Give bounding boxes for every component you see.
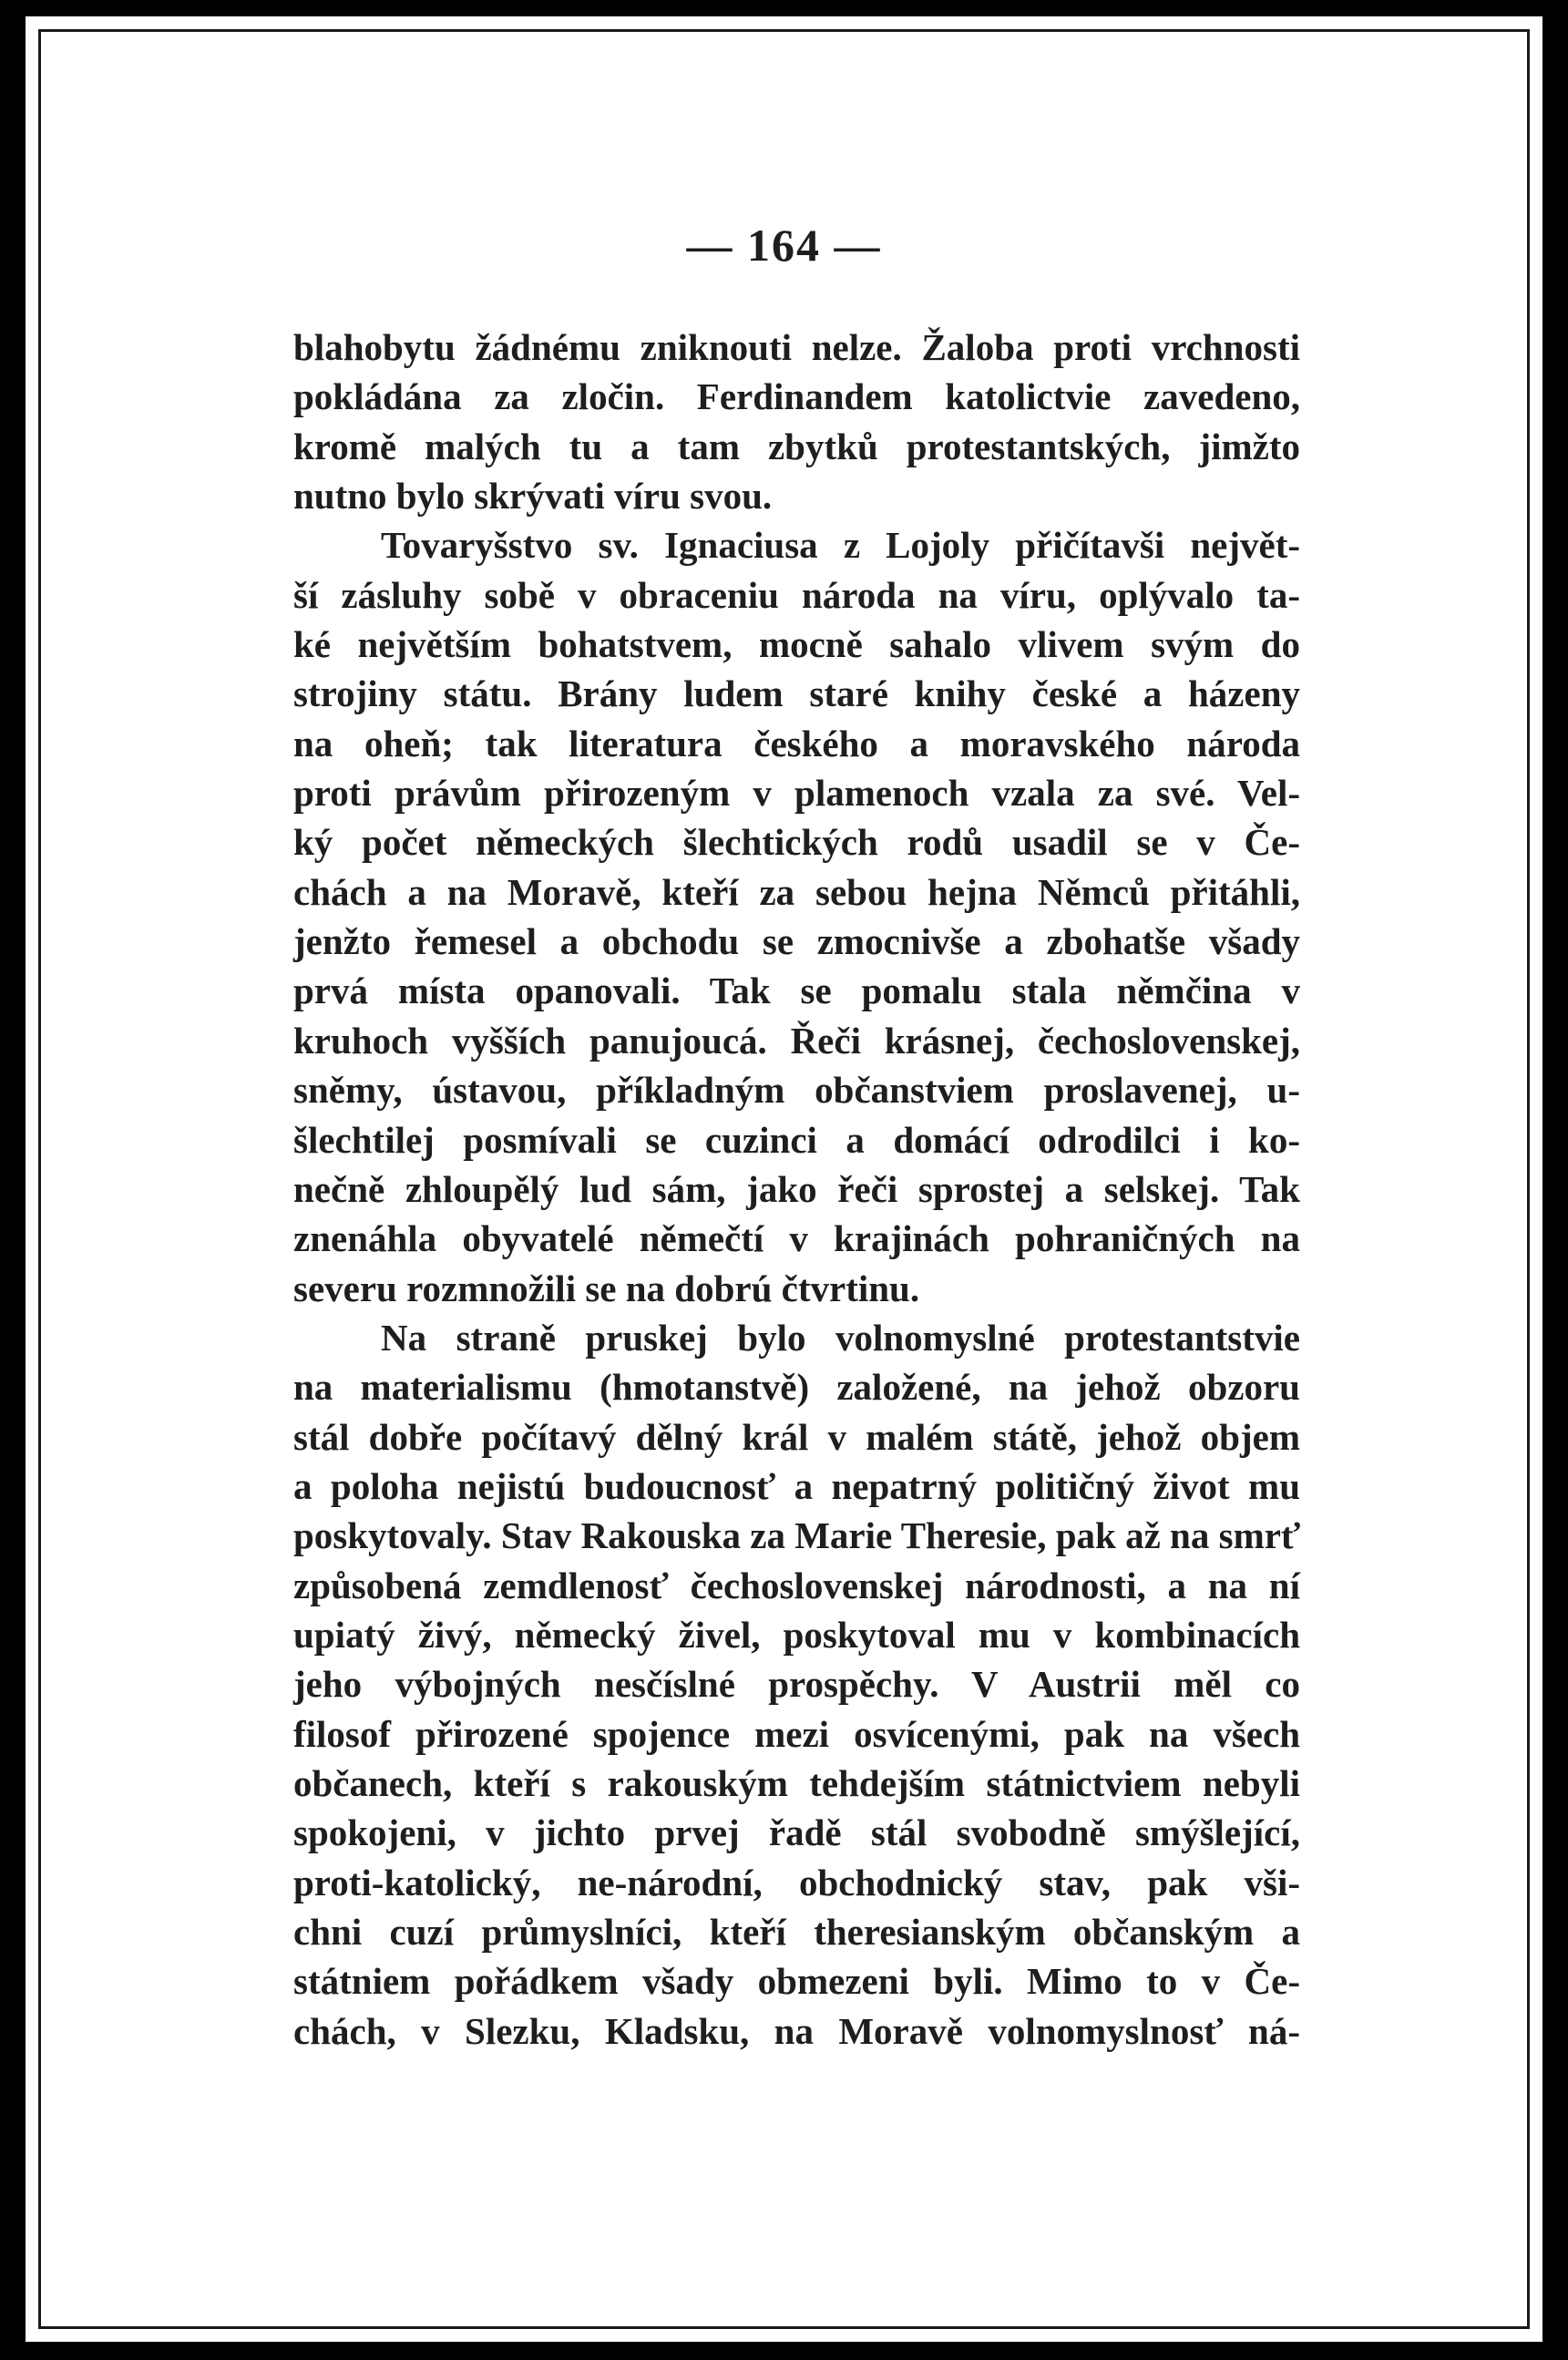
text-line: a poloha nejistú budoucnosť a nepatrný političný život mu [293,1464,1300,1507]
text-line: Na straně pruskej bylo volnomyslné protestantstvie [381,1316,1300,1359]
text-line: kruhoch vyšších panujoucá. Řeči krásnej, čechoslovenskej, [293,1019,1300,1062]
text-line: proti právům přirozeným v plamenoch vzala za své. Vel- [293,772,1300,815]
text-line: způsobená zemdlenosť čechoslovenskej národnosti, a na ní [293,1564,1300,1606]
text-line: spokojeni, v jichto prvej řadě stál svobodně smýšlející, [293,1811,1300,1854]
text-line: znenáhla obyvatelé němečtí v krajinách pohraničných na [293,1217,1300,1260]
text-line: ký počet německých šlechtických rodů usadil se v Če- [293,821,1300,864]
text-line: kromě malých tu a tam zbytků protestantských, jimžto [293,425,1300,467]
text-line: ší zásluhy sobě v obraceniu národa na víru, oplývalo ta- [293,573,1300,616]
text-line: blahobytu žádnému zniknouti nelze. Žaloba proti vrchnosti [293,326,1300,368]
text-line: filosof přirozené spojence mezi osvícenými, pak na všech [293,1712,1300,1755]
text-line: šlechtilej posmívali se cuzinci a domácí odrodilci i ko- [293,1118,1300,1161]
book-page [26,16,1542,2342]
text-line: na oheň; tak literatura českého a moravského národa [293,722,1300,764]
text-line: ké největším bohatstvem, mocně sahalo vlivem svým do [293,623,1300,666]
text-line: prvá místa opanovali. Tak se pomalu stala němčina v [293,970,1300,1012]
text-line: severu rozmnožili se na dobrú čtvrtinu. [293,1267,920,1309]
text-line: pokládána za zločin. Ferdinandem katolictvie zavedeno, [293,375,1300,418]
text-line: Tovaryšstvo sv. Ignaciusa z Lojoly přičítavši největ- [381,524,1300,567]
text-line: nutno bylo skrývati víru svou. [293,475,773,518]
text-line: jeho výbojných nesčíslné prospěchy. V Austrii měl co [293,1663,1300,1706]
body-text [293,323,1300,2056]
text-line: chni cuzí průmyslníci, kteří theresianským občanským a [293,1911,1300,1953]
text-line: proti-katolický, ne-národní, obchodnický stav, pak vši- [293,1861,1300,1903]
text-line: upiatý živý, německý živel, poskytoval mu v kombinacích [293,1613,1300,1656]
text-line: poskytovaly. Stav Rakouska za Marie Theresie, pak až na smrť [293,1514,1301,1557]
text-line: chách a na Moravě, kteří za sebou hejna Němců přitáhli, [293,870,1300,913]
text-line: jenžto řemesel a obchodu se zmocnivše a zbohatše všady [293,920,1300,963]
page-number: — 164 — [686,220,882,271]
text-line: sněmy, ústavou, příkladným občanstviem proslavenej, u- [293,1069,1300,1112]
text-line: na materialismu (hmotanstvě) založené, na jehož obzoru [293,1366,1300,1409]
text-line: nečně zhloupělý lud sám, jako řeči sprostej a selskej. Tak [293,1167,1300,1210]
text-line: státniem pořádkem všady obmezeni byli. Mimo to v Če- [293,1960,1300,2003]
text-line: stál dobře počítavý dělný král v malém státě, jehož objem [293,1415,1300,1458]
text-line: občanech, kteří s rakouským tehdejším státnictviem nebyli [293,1761,1300,1804]
text-line: strojiny státu. Brány ludem staré knihy české a házeny [293,672,1300,715]
text-line: chách, v Slezku, Kladsku, na Moravě volnomyslnosť ná- [293,2009,1300,2052]
